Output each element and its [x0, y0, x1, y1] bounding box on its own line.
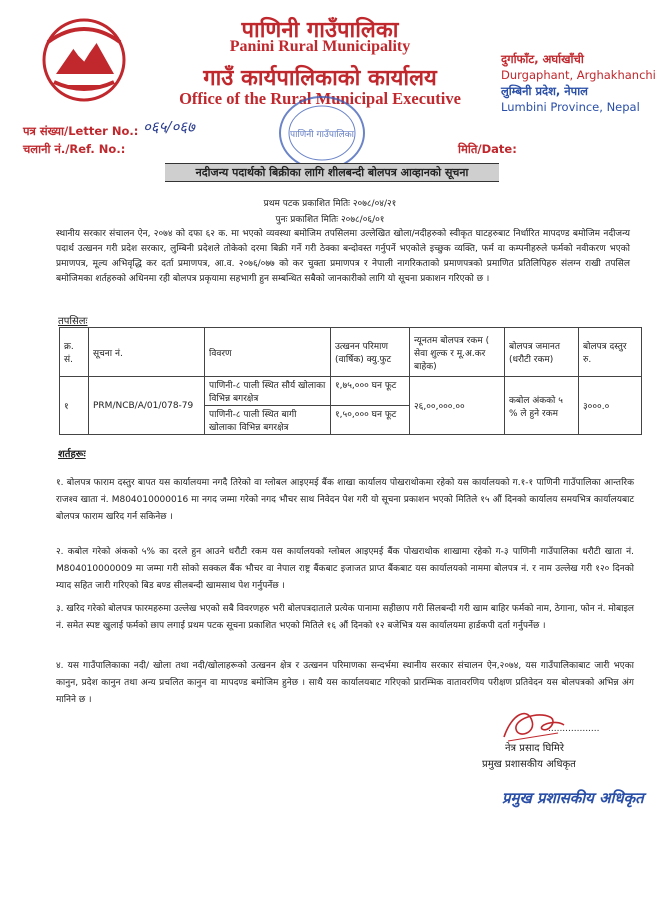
- office-name-np: गाउँ कार्यपालिकाको कार्यालय: [203, 65, 437, 91]
- office-seal-stamp: [276, 92, 368, 174]
- col-header-quantity: उत्खनन परिमाण (वार्षिक) क्यु.फुट: [331, 328, 410, 377]
- term-2: २. कबोल गरेको अंकको ५% का दरले हुन आउने धरौटी रकम यस कार्यालयको ग्लोबल आइएमई बैंक पोखराथोक शाखामा रहेको ग-३ पाणिनी गाउँपालिका धरौटी खाता नं. M804010000009 मा जम्मा गरी सोको सक्कल बैंक भौचर वा नेपाल राष्ट्र बैंकबाट इजाजत प्राप्त बैंकबाट यस कार्यालयको नाममा बोलपत्र नं. र नाम उल्लेख गरी १२० दिनको म्याद सहित जारी गरिएको बिड बण्ड सीलबन्दी खामसाथ पेश गर्नुपर्नेछ ।: [56, 547, 634, 591]
- address-line-3: लुम्बिनी प्रदेश, नेपाल: [501, 84, 588, 98]
- table-header-row: [60, 328, 642, 377]
- intro-paragraph: स्थानीय सरकार संचालन ऐन, २०७४ को दफा ६२ क. मा भएको व्यवस्था बमोजिम तपसिलमा उल्लेखित खोला/नदीहरुको स्वीकृत घाटहरुबाट निर्धारित मापदण्ड बमोजिम नदीजन्य पदार्थ उत्खनन गरी प्रदेश सरकार, लुम्बिनी प्रदेशले तोकेको दरमा बिक्री गर्ने गरी ठेक्का बन्दोवस्त गर्नुपर्ने भएकोले इच्छुक व्यक्ति, फर्म वा कम्पनीहरुले फर्मको नवीकरण भएको प्रमाणपत्र, मूल्य अभिवृद्धि कर दर्ता प्रमाणपत्र, आ.व. २०७६/०७७ को कर चुक्ता प्रमाणपत्र र नेपाली नागरिकताको प्रमाणपत्रको प्रमाणित प्रतिलिपिहरु संलग्न राखी तपसिल बमोजिमका शर्तहरुको अधिनमा रही बोलपत्र प्रकृयामा सहभागी हुन सम्बन्धित सबैको जानकारीको लागि यो सूचना प्रकाशन गरिएको छ ।: [56, 229, 630, 284]
- address-line-1: दुर्गाफाँट, अर्घाखाँची: [501, 52, 584, 66]
- address-line-4: Lumbini Province, Nepal: [501, 100, 640, 114]
- cell-sn: १: [60, 377, 89, 435]
- date-label: मिति/Date:: [458, 142, 517, 156]
- cell-description-2: पाणिनी-८ पाली स्थित बागी खोलाका विभिन्न बगरक्षेत्र: [205, 406, 331, 435]
- ref-no-label: चलानी नं./Ref. No.:: [23, 142, 126, 156]
- cell-quantity-2: १,५०,००० घन फूट: [331, 406, 410, 435]
- term-4: ४. यस गाउँपालिकाका नदी/ खोला तथा नदी/खोलाहरूको उत्खनन क्षेत्र र उत्खनन परिमाणका सन्दर्भमा स्थानीय सरकार संचालन ऐन,२०७४, यस गाउँपालिकाबाट जारी भएका कानुन, प्रदेश कानुन तथा अन्य प्रचलित कानुन वा मापदण्ड बमोजिम हुनेछ । साथै यस कार्यालयबाट गरिएको प्रारम्भिक वातावरणिय परीक्षण प्रतिवेदन यस बोलपत्रको अभिन्न अंग मानिने छ ।: [56, 661, 634, 705]
- table-row: [60, 377, 642, 406]
- col-header-description: विवरण: [205, 328, 331, 377]
- municipality-emblem: [34, 12, 134, 104]
- signatory-title: प्रमुख प्रशासकीय अधिकृत: [482, 759, 576, 770]
- cell-deposit: कबोल अंकको ५ % ले हुने रकम: [505, 377, 579, 435]
- tender-table: [59, 327, 642, 435]
- municipality-name-np: पाणिनी गाउँपालिका: [241, 17, 399, 43]
- col-header-notice-no: सूचना नं.: [89, 328, 205, 377]
- letter-no-value: ०६५/०६७: [143, 118, 195, 136]
- cell-notice-no: PRM/NCB/A/01/078-79: [89, 377, 205, 435]
- office-name-en: Office of the Rural Municipal Executive: [179, 89, 461, 108]
- col-header-sn: क्र. सं.: [60, 328, 89, 377]
- signature-line: ..................: [548, 724, 600, 734]
- letter-no-label: पत्र संख्या/Letter No.:: [23, 124, 139, 138]
- col-header-min-amount: न्यूनतम बोलपत्र रकम ( सेवा शुल्क र मू.अ.कर बाहेक): [410, 328, 505, 377]
- cell-description-1: पाणिनी-८ पाली स्थित सौर्य खोलाका विभिन्न बगरक्षेत्र: [205, 377, 331, 406]
- municipality-name-en: Panini Rural Municipality: [229, 38, 411, 55]
- col-header-deposit: बोलपत्र जमानत (धरौटी रकम): [505, 328, 579, 377]
- table-label: तपसिलः: [58, 316, 88, 327]
- republished-date: पुनः प्रकाशित मितिः २०७८/०६/०१: [275, 215, 385, 225]
- cell-min-amount: २६,००,०००.००: [410, 377, 505, 435]
- signatory-stamp: प्रमुख प्रशासकीय अधिकृत: [502, 789, 644, 807]
- cell-fee: ३०००.०: [579, 377, 642, 435]
- address-line-2: Durgaphant, Arghakhanchi: [501, 68, 656, 82]
- svg-text:पाणिनी गाउँपालिका: पाणिनी गाउँपालिका: [290, 130, 354, 140]
- term-3: ३. खरिद गरेको बोलपत्र फारमहरुमा उल्लेख भएको सबै विवरणहरु भरी बोलपत्रदाताले प्रत्येक पानामा सहीछाप गरी सिलबन्दी गरी खाम बाहिर फर्मको नाम, ठेगाना, फोन नं. मोबाइल नं. समेत स्पष्ट खुलाई फर्मको छाप लगाई प्रथम पटक सूचना प्रकाशित भएको मितिले १६ औं दिनको १२ बजेभित्र यस कार्यालयमा हार्डकपी दर्ता गर्नुपर्नेछ ।: [56, 604, 634, 631]
- terms-label: शर्तहरूः: [58, 449, 86, 460]
- first-published-date: प्रथम पटक प्रकाशित मितिः २०७८/०४/२१: [263, 199, 397, 209]
- term-1: १. बोलपत्र फाराम दस्तुर बापत यस कार्यालयमा नगदै तिरेको वा ग्लोबल आइएमई बैंक शाखा कार्यालय पोखराथोकमा रहेको यस कार्यालयको ग.१-१ पाणिनी गाउँपालिका आन्तरिक राजश्व खाता नं. M804010000016 मा नगद जम्मा गरेको नगद भौचर साथ निवेदन पेश गरी यो सूचना प्रकाशन भएको मितिले १५ औं दिनको कार्यालय समयभित्र कार्यालयबाट बोलपत्र फाराम खरिद गर्न सकिनेछ ।: [56, 478, 634, 522]
- notice-title: नदीजन्य पदार्थको बिक्रीका लागि शीलबन्दी बोलपत्र आव्हानको सूचना: [165, 163, 499, 182]
- cell-quantity-1: १,७५,००० घन फूट: [331, 377, 410, 406]
- signatory-name: नेत्र प्रसाद घिमिरे: [505, 743, 564, 754]
- col-header-fee: बोलपत्र दस्तुर रु.: [579, 328, 642, 377]
